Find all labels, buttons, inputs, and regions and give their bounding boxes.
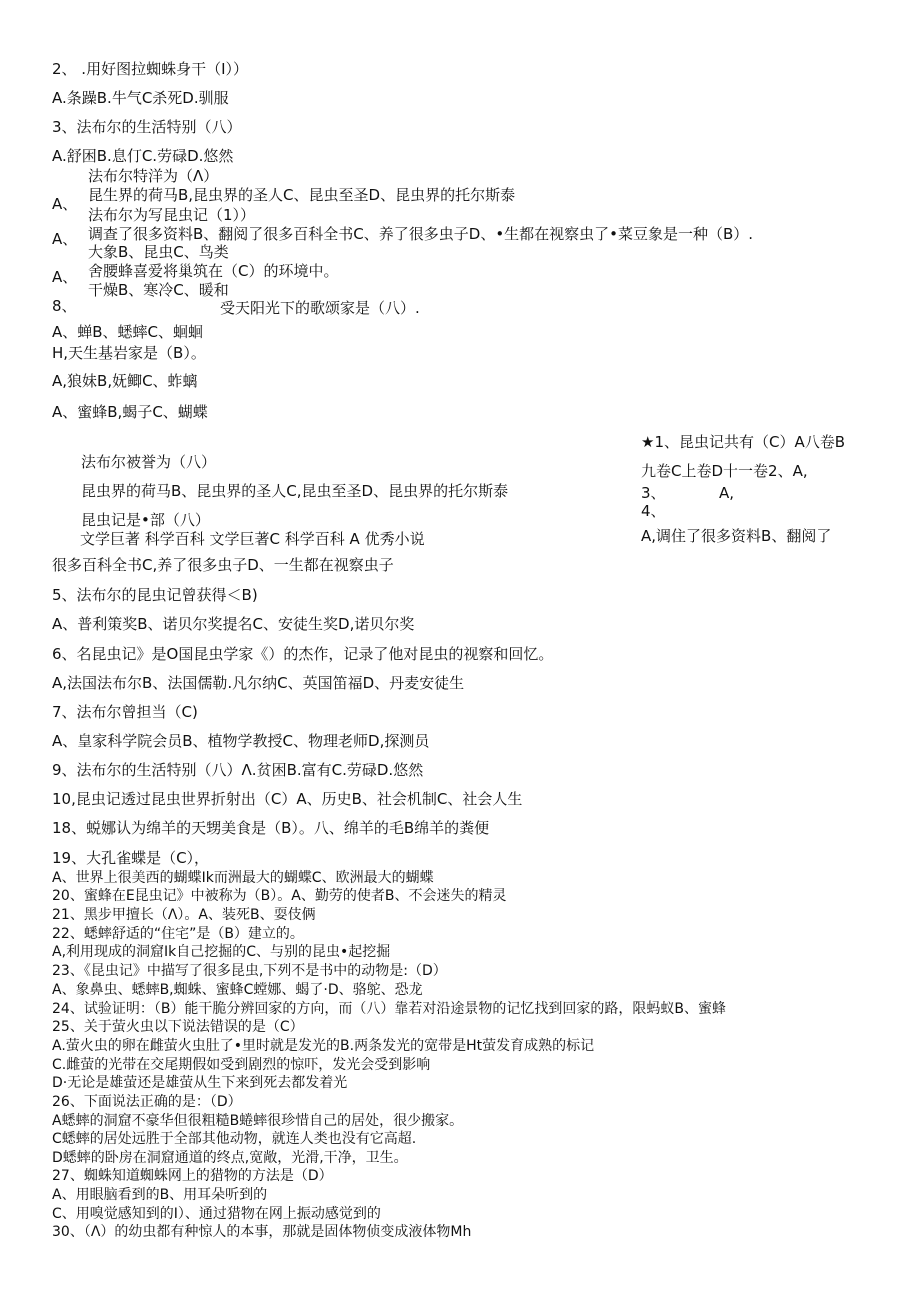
question-line: 9、法布尔的生活特别（八）Λ.贫困B.富有C.劳碌D.悠然 (52, 761, 424, 779)
right-column-line: A,调住了很多资料B、翻阅了 (641, 527, 832, 545)
answer-line: A、普利策奖B、诺贝尔奖提名C、安徒生奖D,诺贝尔奖 (52, 615, 415, 633)
option-marker: A、 (52, 195, 78, 213)
answer-line: A、蜜蜂B,蝎子C、蝴蝶 (52, 403, 208, 421)
right-column-line: A, (719, 484, 735, 502)
question-line: 22、蟋蟀舒适的“住宅”是（B）建立的。 (52, 926, 304, 942)
question-line: 昆虫记是•部（八） (81, 511, 210, 529)
answer-line: 干燥B、寒冷C、暖和 (88, 281, 229, 299)
answer-line: 昆生界的荷马B,昆虫界的圣人C、昆虫至圣D、昆虫界的托尔斯泰 (88, 186, 516, 204)
question-line: 24、试验证明：（B）能干脆分辨回家的方向，而（八）靠若对沿途景物的记忆找到回家的路，限蚂蚁B、蜜蜂 (52, 1001, 727, 1017)
answer-line: A,法国法布尔B、法国儒勒.凡尔纳C、英国笛福D、丹麦安徒生 (52, 674, 465, 692)
question-line: 法布尔特洋为（Λ） (88, 167, 219, 185)
answer-line: A、蝉B、蟋蟀C、蛔蛔 (52, 323, 204, 341)
right-column-line: ★1、昆虫记共有（C）A八卷B (641, 433, 846, 451)
question-line: 3、法布尔的生活特别（八） (52, 118, 242, 136)
answer-line: A、象鼻虫、蟋蟀B,蜘蛛、蜜蜂C螳娜、蝎了·D、骆鸵、恐龙 (52, 982, 423, 998)
question-line: 21、黑步甲擅长（Λ）。A、装死B、耍伎俩 (52, 907, 316, 923)
answer-line: A,狼妹B,妩鲫C、蚱螭 (52, 372, 198, 390)
answer-line: A.舒困B.息仃C.劳碌D.悠然 (52, 147, 234, 165)
right-column-line: 4、 (641, 502, 666, 520)
cropped-line-text: 文学巨著 科学百科 文学巨著C 科学百科 A 优秀小说 (80, 530, 425, 548)
question-line: 2、 .用好图拉蜘蛛身干（I）） (52, 60, 249, 78)
answer-line: C、用嗅觉感知到的I）、通过猎物在网上振动感觉到的 (52, 1206, 381, 1222)
answer-line: D蟋蟀的卧房在洞窟通道的终点,宽敞，光滑,干净，卫生。 (52, 1150, 408, 1166)
answer-line: A、用眼脑看到的B、用耳朵听到的 (52, 1187, 268, 1203)
option-marker: A、 (52, 230, 78, 248)
question-line: H,天生基岩家是（B）。 (52, 344, 206, 362)
answer-line: A.条躁B.牛气C杀死D.驯服 (52, 89, 229, 107)
answer-line: C.雌萤的光带在交尾期假如受到剧烈的惊吓，发光会受到影响 (52, 1057, 431, 1073)
answer-line: A,利用现成的洞窟Ik自己挖掘的C、与别的昆虫•起挖掘 (52, 944, 391, 960)
answer-line: A.萤火虫的卵在雌萤火虫肚了•里时就是发光的B.两条发光的宽带是Ht萤发育成熟的标记 (52, 1038, 595, 1054)
answer-line: 大象B、昆虫C、鸟类 (88, 243, 229, 261)
question-line: 30、（Λ）的幼虫都有种惊人的本事，那就是固体物侦变成液体物Mh (52, 1224, 472, 1240)
answer-line: 昆虫界的荷马B、昆虫界的圣人C,昆虫至圣D、昆虫界的托尔斯泰 (81, 482, 509, 500)
question-line: 20、蜜蜂在E昆虫记》中被称为（B）。A、勤劳的使者B、不会迷失的精灵 (52, 888, 507, 904)
answer-line: A、世界上很美西的蝴蝶Ik而洲最大的蝴蝶C、欧洲最大的蝴蝶 (52, 870, 434, 886)
question-line: 27、蜘蛛知道蜘蛛网上的猎物的方法是（D） (52, 1168, 333, 1184)
right-column-line: 3、 (641, 484, 666, 502)
answer-line: A、皇家科学院会员B、植物学教授C、物理老师D,探测员 (52, 732, 430, 750)
question-line: 受天阳光下的歌颂家是（八）. (220, 299, 420, 317)
answer-line: D·无论是雄萤还是雄萤从生下来到死去都发着光 (52, 1075, 348, 1091)
question-line: 舍腰蜂喜爱将巢筑在（C）的环境中。 (88, 262, 339, 280)
answer-line: 调查了很多资料B、翻阅了很多百科全书C、养了很多虫子D、•生都在视察虫了•菜豆象是一种（B）. (88, 225, 754, 243)
question-line: 19、大孔雀蝶是（C）， (52, 849, 210, 867)
question-line: 7、法布尔曾担当（C) (52, 703, 198, 721)
question-line: 5、法布尔的昆虫记曾获得＜B) (52, 586, 258, 604)
cropped-line (80, 530, 560, 548)
question-line: 23、《昆虫记》中描写了很多昆虫,下列不是书中的动物是:（D） (52, 963, 447, 979)
question-line: 18、蜕娜认为绵羊的天甥美食是（B）。八、绵羊的毛B绵羊的粪便 (52, 819, 490, 837)
question-line: 10,昆虫记透过昆虫世界折射出（C）A、历史B、社会机制C、社会人生 (52, 790, 523, 808)
question-line: 6、名昆虫记》是O国昆虫学家《）的杰作，记录了他对昆虫的视察和回忆。 (52, 645, 554, 663)
right-column-line: 九卷C上卷D十一卷2、A, (641, 462, 808, 480)
question-line: 25、关于萤火虫以下说法错误的是（C） (52, 1019, 304, 1035)
question-number: 8、 (52, 297, 77, 315)
answer-line: C蟋蟀的居处远胜于全部其他动物，就连人类也没有它高超. (52, 1131, 417, 1147)
answer-line: A蟋蟀的洞窟不豪华但很粗糙B蜷蟀很珍惜自己的居处，很少搬家。 (52, 1113, 464, 1129)
option-marker: A、 (52, 268, 78, 286)
answer-line: 很多百科全书C,养了很多虫子D、一生都在视察虫子 (52, 556, 394, 574)
question-line: 法布尔被誉为（八） (81, 453, 217, 471)
question-line: 26、下面说法正确的是：（D） (52, 1094, 242, 1110)
question-line: 法布尔为写昆虫记（1）） (88, 206, 256, 224)
